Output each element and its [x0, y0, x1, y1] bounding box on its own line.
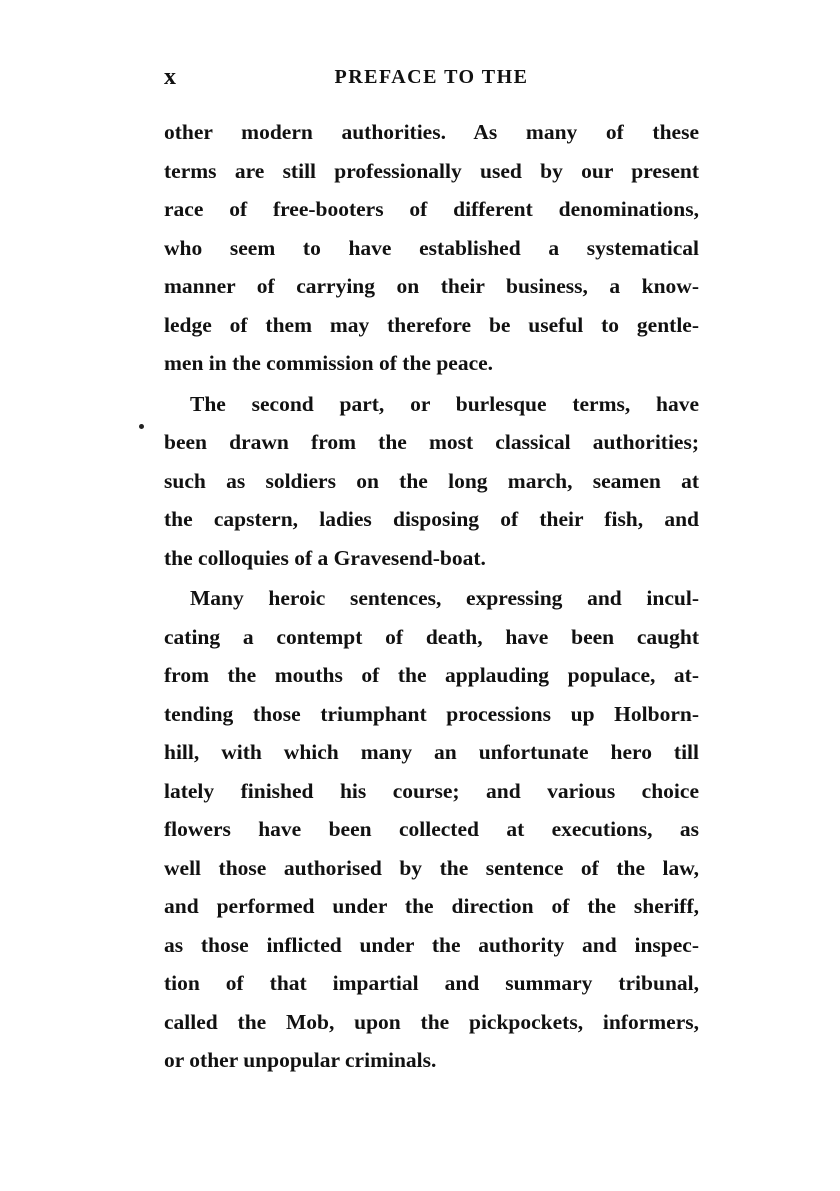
body-text: [164, 113, 699, 1080]
text-line: ledge of them may therefore be useful to gentle-: [164, 312, 699, 337]
paragraph-1: [164, 113, 699, 383]
text-line: cating a contempt of death, have been caught: [164, 624, 699, 649]
text-line: tion of that impartial and summary tribunal,: [164, 971, 699, 995]
header-title: PREFACE TO THE: [334, 66, 529, 88]
text-line: manner of carrying on their business, a know-: [164, 274, 699, 298]
text-line: race of free-booters of different denominations,: [164, 197, 699, 221]
text-line: Many heroic sentences, expressing and incul-: [190, 586, 699, 610]
text-line: who seem to have established a systematical: [164, 235, 699, 260]
text-line: flowers have been collected at executions, as: [164, 817, 699, 841]
text-line: from the mouths of the applauding populace, at-: [164, 663, 699, 687]
text-line: such as soldiers on the long march, seamen at: [164, 468, 699, 493]
text-line: the capstern, ladies disposing of their fish, and: [164, 507, 699, 531]
text-line: been drawn from the most classical authorities;: [164, 430, 699, 454]
text-line: tending those triumphant processions up Holborn-: [164, 701, 699, 726]
text-line: terms are still professionally used by our present: [164, 158, 699, 183]
text-line: other modern authorities. As many of these: [164, 120, 699, 144]
text-line: The second part, or burlesque terms, have: [190, 391, 699, 416]
text-line: as those inflicted under the authority and inspec-: [164, 932, 699, 957]
text-line: well those authorised by the sentence of the law,: [164, 855, 699, 880]
text-line: hill, with which many an unfortunate hero till: [164, 740, 699, 764]
text-line: or other unpopular criminals.: [164, 1048, 437, 1072]
margin-mark: [139, 424, 144, 429]
page-number: x: [164, 64, 177, 90]
paragraph-3: [164, 579, 699, 1080]
paragraph-2: [164, 385, 699, 578]
running-head: [164, 64, 699, 96]
text-line: lately finished his course; and various choice: [164, 778, 699, 803]
text-line: and performed under the direction of the sheriff,: [164, 894, 699, 918]
text-line: the colloquies of a Gravesend-boat.: [164, 545, 486, 570]
text-line: called the Mob, upon the pickpockets, informers,: [164, 1009, 699, 1034]
text-line: men in the commission of the peace.: [164, 351, 494, 375]
